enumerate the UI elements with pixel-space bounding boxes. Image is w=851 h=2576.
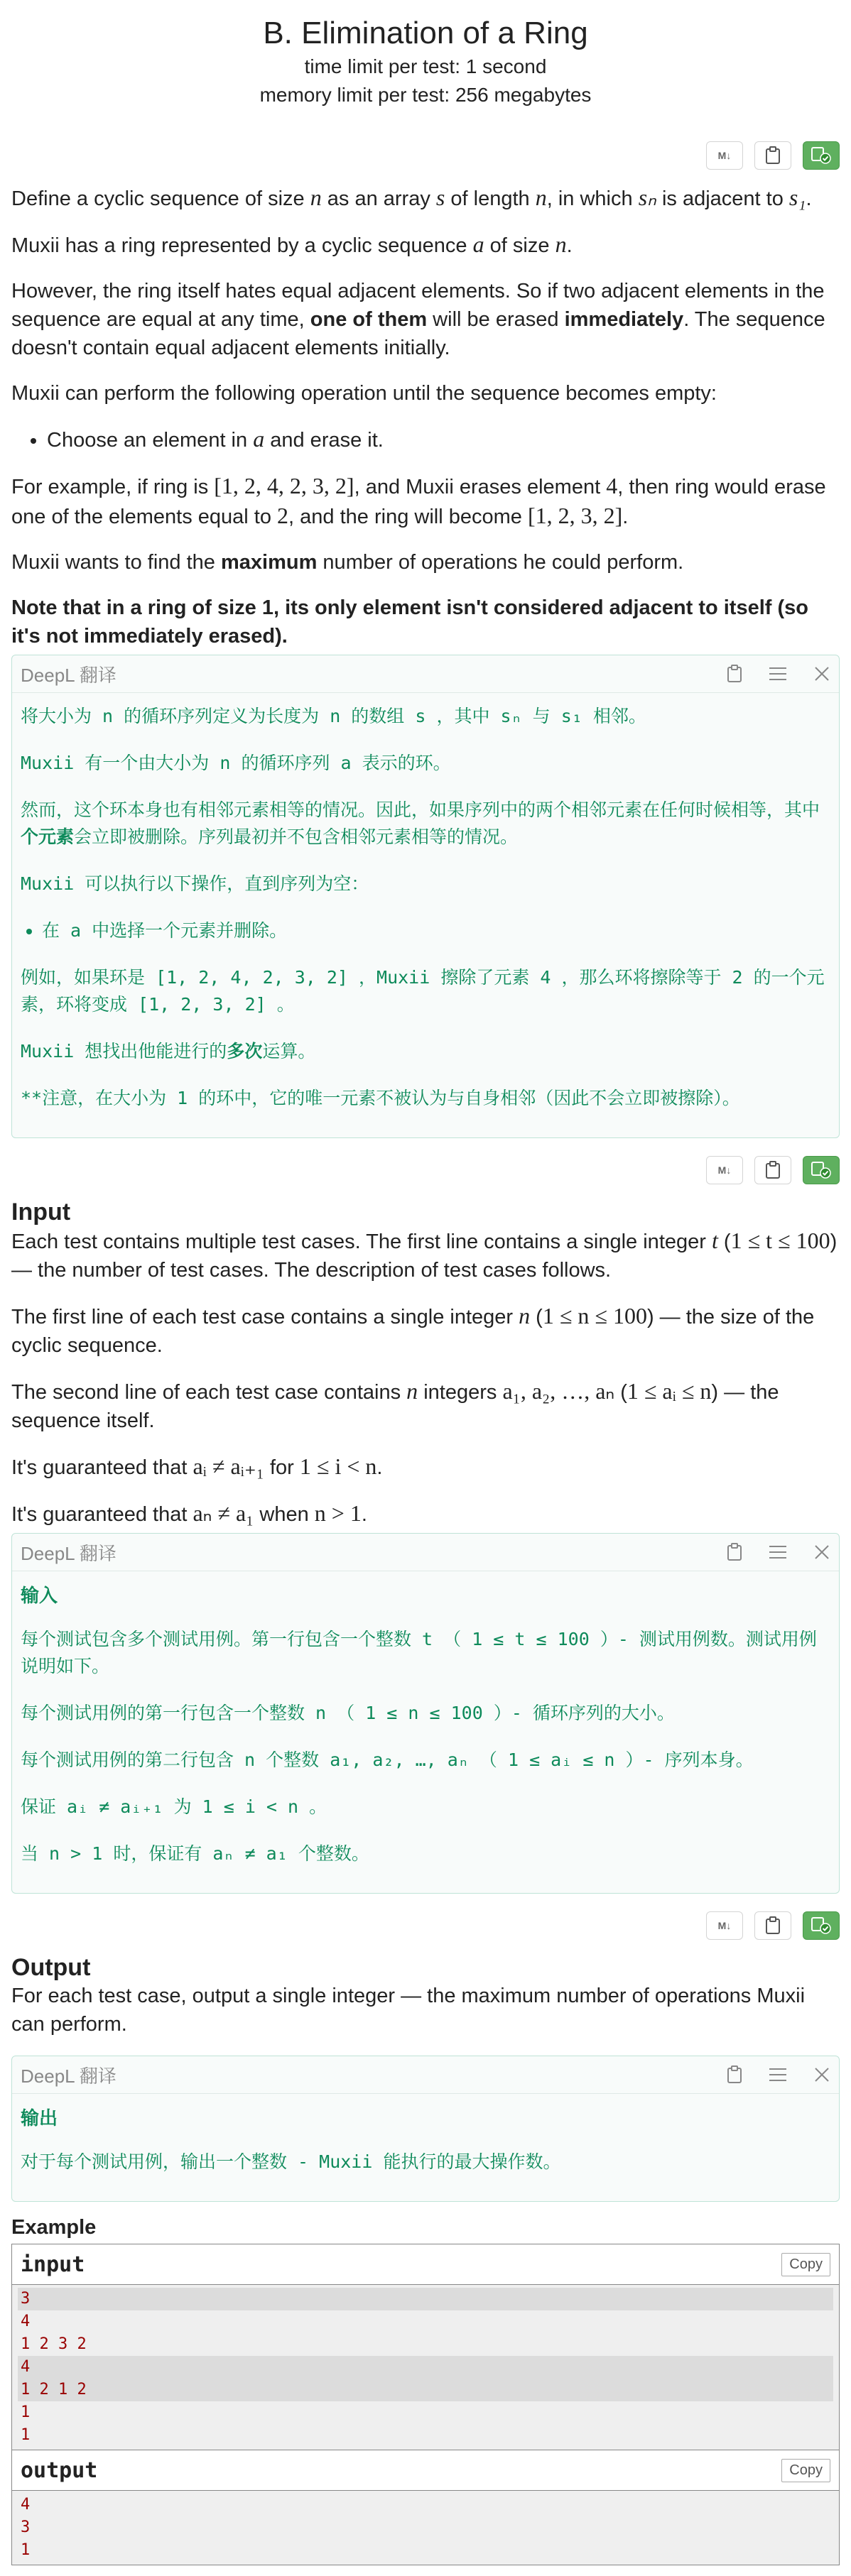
input-section-title: Input: [11, 1199, 71, 1226]
translation-header: [12, 2056, 839, 2094]
copy-statement-button[interactable]: [754, 141, 791, 170]
translation-line: 将大小为 n 的循环序列定义为长度为 n 的数组 s ，其中 sₙ 与 s₁ 相邻。: [21, 706, 646, 726]
statement-toolbar: [11, 138, 840, 173]
translation-controls: [727, 1543, 830, 1561]
close-icon[interactable]: [813, 2066, 830, 2083]
statement-paragraph-4: Muxii can perform the following operation until the sequence becomes empty:: [11, 382, 717, 405]
markdown-button[interactable]: M↓: [706, 1156, 743, 1184]
translation-line: Muxii 想找出他能进行的多次运算。: [21, 1041, 316, 1061]
translation-header: [12, 1534, 839, 1571]
sample-output-body: [12, 2491, 839, 2565]
input-paragraph-1: Each test contains multiple test cases. The first line contains a single integer t (1 ≤ t ≤ 100) — the number of test cases. The description of test cases follows.: [11, 1228, 838, 1282]
output-paragraph: For each test case, output a single integer — the maximum number of operations Muxii can perform.: [11, 1985, 806, 2036]
statement-paragraph-1: Define a cyclic sequence of size n as an array s of length n, in which sₙ is adjacent to s₁.: [11, 185, 812, 210]
translate-button[interactable]: [803, 141, 840, 170]
markdown-button[interactable]: M↓: [706, 141, 743, 170]
translation-line: 然而，这个环本身也有相邻元素相等的情况。因此，如果序列中的两个相邻元素在任何时候相等，其中个元素会立即被删除。序列最初并不包含相邻元素相等的情况。: [21, 799, 820, 847]
sample-test: [11, 2244, 840, 2565]
sample-output-header: [12, 2450, 839, 2491]
translation-line: 每个测试包含多个测试用例。第一行包含一个整数 t （ 1 ≤ t ≤ 100 ）- 测试用例数。测试用例说明如下。: [21, 1629, 817, 1676]
translation-list-item: • 在 a 中选择一个元素并删除。: [42, 917, 830, 944]
translation-line: 保证 aᵢ ≠ aᵢ₊₁ 为 1 ≤ i < n 。: [21, 1796, 327, 1817]
copy-output-button[interactable]: [754, 1911, 791, 1940]
problem-page: [11, 0, 840, 2565]
clipboard-icon[interactable]: [727, 2065, 742, 2084]
copy-input-button[interactable]: [754, 1156, 791, 1184]
sample-output-title: output: [21, 2457, 98, 2483]
sample-line: 1 2 1 2: [18, 2379, 833, 2401]
input-toolbar: [11, 1152, 840, 1188]
menu-icon[interactable]: [768, 666, 788, 682]
translation-title: DeepL 翻译: [21, 1542, 116, 1564]
translation-heading: 输入: [21, 1586, 58, 1607]
translation-line: 每个测试用例的第一行包含一个整数 n （ 1 ≤ n ≤ 100 ）- 循环序列的大小。: [21, 1703, 675, 1723]
output-toolbar: [11, 1908, 840, 1943]
sample-line: 4: [18, 2310, 833, 2333]
clipboard-icon: [765, 1916, 781, 1935]
translation-line: Muxii 有一个由大小为 n 的循环序列 a 表示的环。: [21, 753, 451, 773]
close-icon[interactable]: [813, 665, 830, 682]
operation-list: [11, 425, 840, 454]
translation-controls: [727, 2065, 830, 2084]
statement-paragraph-2: Muxii has a ring represented by a cyclic sequence a of size n.: [11, 231, 573, 257]
sample-line: 4: [18, 2494, 833, 2516]
translate-button[interactable]: [803, 1156, 840, 1184]
sample-input-header: [12, 2244, 839, 2285]
sample-line: 4: [18, 2356, 833, 2379]
time-limit: time limit per test: 1 second: [304, 55, 547, 77]
translation-body: [12, 693, 839, 1137]
markdown-button[interactable]: M↓: [706, 1911, 743, 1940]
translation-header: [12, 655, 839, 693]
translate-check-icon: [811, 1916, 832, 1935]
input-paragraph-3: The second line of each test case contains n integers a₁, a₂, …, aₙ (1 ≤ aᵢ ≤ n) — the sequence itself.: [11, 1378, 779, 1432]
menu-icon[interactable]: [768, 2067, 788, 2083]
memory-limit: memory limit per test: 256 megabytes: [259, 84, 592, 106]
sample-line: 1: [18, 2401, 833, 2424]
deepl-translation-statement: [11, 655, 840, 1138]
problem-title: B. Elimination of a Ring: [263, 16, 588, 50]
statement-paragraph-3: However, the ring itself hates equal adjacent elements. So if two adjacent elements in the sequence are equal at any time, one of them will be erased immediately. The sequence doesn't contain equal adjacent elements initially.: [11, 280, 825, 359]
sample-line: 3: [18, 2288, 833, 2310]
copy-input-button[interactable]: Copy: [781, 2253, 830, 2276]
sample-input-body: [12, 2285, 839, 2450]
translation-body: [12, 2094, 839, 2201]
statement-example-paragraph: For example, if ring is [1, 2, 4, 2, 3, 2], and Muxii erases element 4, then ring would erase one of the elements equal to 2, and the ring will become [1, 2, 3, 2].: [11, 473, 826, 528]
translate-button[interactable]: [803, 1911, 840, 1940]
translation-body: [12, 1571, 839, 1893]
deepl-translation-output: [11, 2056, 840, 2202]
statement-note: Note that in a ring of size 1, its only element isn't considered adjacent to itself (so it's not immediately erased).: [11, 596, 808, 648]
translation-controls: [727, 665, 830, 683]
sample-line: 1 2 3 2: [18, 2333, 833, 2356]
close-icon[interactable]: [813, 1544, 830, 1561]
sample-line: 1: [18, 2539, 833, 2562]
sample-line: 3: [18, 2516, 833, 2539]
clipboard-icon[interactable]: [727, 1543, 742, 1561]
translation-title: DeepL 翻译: [21, 664, 116, 686]
output-section-title: Output: [11, 1954, 91, 1981]
input-paragraph-2: The first line of each test case contains a single integer n (1 ≤ n ≤ 100) — the size of the cyclic sequence.: [11, 1303, 815, 1357]
operation-item: • Choose an element in a and erase it.: [47, 425, 840, 454]
sample-line: 1: [18, 2424, 833, 2447]
translation-line: **注意，在大小为 1 的环中，它的唯一元素不被认为与自身相邻（因此不会立即被擦除）。: [21, 1088, 740, 1108]
input-paragraph-4: It's guaranteed that aᵢ ≠ aᵢ₊₁ for 1 ≤ i < n.: [11, 1453, 383, 1479]
translation-line: 对于每个测试用例，输出一个整数 - Muxii 能执行的最大操作数。: [21, 2151, 561, 2172]
problem-header: [11, 0, 840, 109]
translation-line: 每个测试用例的第二行包含 n 个整数 a₁, a₂, …, aₙ （ 1 ≤ aᵢ ≤ n ）- 序列本身。: [21, 1750, 754, 1770]
deepl-translation-input: [11, 1533, 840, 1894]
translate-check-icon: [811, 1161, 832, 1179]
input-paragraph-5: It's guaranteed that aₙ ≠ a₁ when n > 1.: [11, 1500, 367, 1526]
copy-output-button[interactable]: Copy: [781, 2459, 830, 2482]
clipboard-icon: [765, 146, 781, 165]
translate-check-icon: [811, 146, 832, 165]
translation-line: 当 n > 1 时，保证有 aₙ ≠ a₁ 个整数。: [21, 1843, 369, 1864]
translation-title: DeepL 翻译: [21, 2065, 116, 2087]
example-title: Example: [11, 2216, 97, 2239]
clipboard-icon[interactable]: [727, 665, 742, 683]
translation-heading: 输出: [21, 2108, 58, 2129]
clipboard-icon: [765, 1161, 781, 1179]
translation-list: [21, 917, 830, 944]
menu-icon[interactable]: [768, 1544, 788, 1560]
translation-line: 例如，如果环是 [1, 2, 4, 2, 3, 2] ，Muxii 擦除了元素 4 ，那么环将擦除等于 2 的一个元素，环将变成 [1, 2, 3, 2] 。: [21, 967, 825, 1015]
statement-paragraph-6: Muxii wants to find the maximum number of operations he could perform.: [11, 551, 684, 574]
translation-line: Muxii 可以执行以下操作，直到序列为空：: [21, 873, 369, 894]
sample-input-title: input: [21, 2252, 85, 2277]
